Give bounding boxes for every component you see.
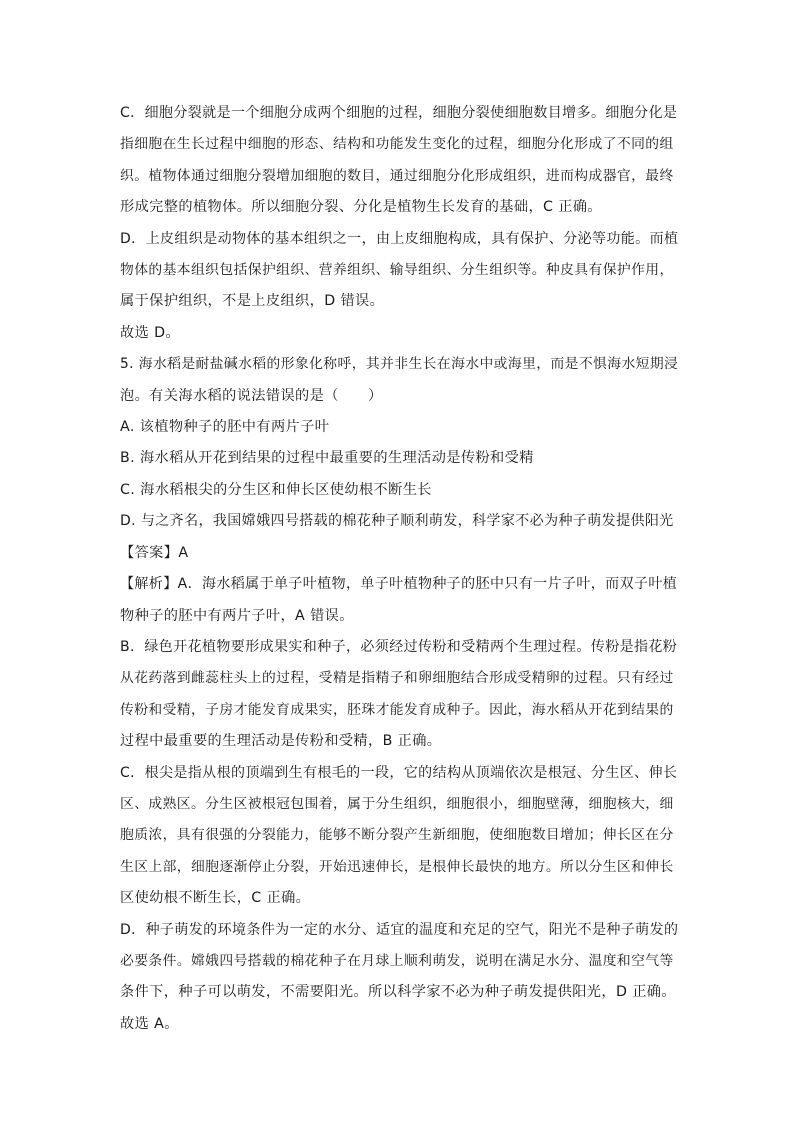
text-line: C．根尖是指从根的顶端到生有根毛的一段，它的结构从顶端依次是根冠、分生区、伸长: [120, 764, 678, 781]
text-line: 区使幼根不断生长，C 正确。: [120, 890, 311, 907]
text-line: 从花药落到雌蕊柱头上的过程，受精是指精子和卵细胞结合形成受精卵的过程。只有经过: [120, 670, 674, 687]
text-line: D．种子萌发的环境条件为一定的水分、适宜的温度和充足的空气，阳光不是种子萌发的: [120, 921, 679, 938]
text-line: C．细胞分裂就是一个细胞分成两个细胞的过程，细胞分裂使细胞数目增多。细胞分化是: [120, 105, 678, 121]
text-line: B. 海水稻从开花到结果的过程中最重要的生理活动是传粉和受精: [120, 450, 534, 467]
text-line: 故选 A。: [120, 1015, 179, 1032]
text-line: D. 与之齐名，我国嫦娥四号搭载的棉花种子顺利萌发，科学家不必为种子萌发提供阳光: [120, 513, 674, 530]
text-line: 区、成熟区。分生区被根冠包围着，属于分生组织，细胞很小，细胞壁薄，细胞核大，细: [120, 795, 674, 812]
text-line: 5. 海水稻是耐盐碱水稻的形象化称呼，其并非生长在海水中或海里，而是不惧海水短期浸: [120, 356, 679, 373]
text-line: 传粉和受精，子房才能发育成果实，胚珠才能发育成种子。因此，海水稻从开花到结果的: [120, 701, 674, 718]
document-body: [120, 98, 680, 1040]
text-line: 生区上部，细胞逐渐停止分裂，开始迅速伸长，是根伸长最快的地方。所以分生区和伸长: [120, 858, 674, 875]
text-line: 物体的基本组织包括保护组织、营养组织、输导组织、分生组织等。种皮具有保护作用，: [120, 262, 674, 279]
text-line: 故选 D。: [120, 324, 180, 341]
text-line: 必要条件。嫦娥四号搭载的棉花种子在月球上顺利萌发，说明在满足水分、温度和空气等: [120, 952, 674, 969]
text-line: A. 该植物种子的胚中有两片子叶: [120, 419, 330, 436]
text-line: 指细胞在生长过程中细胞的形态、结构和功能发生变化的过程，细胞分化形成了不同的组: [120, 136, 674, 153]
text-line: C. 海水稻根尖的分生区和伸长区使幼根不断生长: [120, 481, 432, 498]
text-line: 【答案】A: [120, 544, 189, 561]
text-line: 条件下，种子可以萌发，不需要阳光。所以科学家不必为种子萌发提供阳光，D 正确。: [120, 984, 676, 1001]
text-line: 【解析】A．海水稻属于单子叶植物，单子叶植物种子的胚中只有一片子叶，而双子叶植: [120, 576, 678, 593]
text-line: B．绿色开花植物要形成果实和种子，必须经过传粉和受精两个生理过程。传粉是指花粉: [120, 638, 678, 655]
text-line: 胞质浓，具有很强的分裂能力，能够不断分裂产生新细胞，使细胞数目增加；伸长区在分: [120, 827, 674, 844]
text-line: D．上皮组织是动物体的基本组织之一，由上皮细胞构成，具有保护、分泌等功能。而植: [120, 230, 679, 247]
text-line: 过程中最重要的生理活动是传粉和受精，B 正确。: [120, 733, 442, 750]
text-line: 织。植物体通过细胞分裂增加细胞的数目，通过细胞分化形成组织，进而构成器官，最终: [120, 167, 674, 184]
text-line: 形成完整的植物体。所以细胞分裂、分化是植物生长发育的基础，C 正确。: [120, 199, 603, 216]
text-line: 物种子的胚中有两片子叶，A 错误。: [120, 607, 354, 624]
text-line: 属于保护组织，不是上皮组织，D 错误。: [120, 293, 385, 310]
text-line: 泡。有关海水稻的说法错误的是（ ）: [120, 387, 383, 404]
